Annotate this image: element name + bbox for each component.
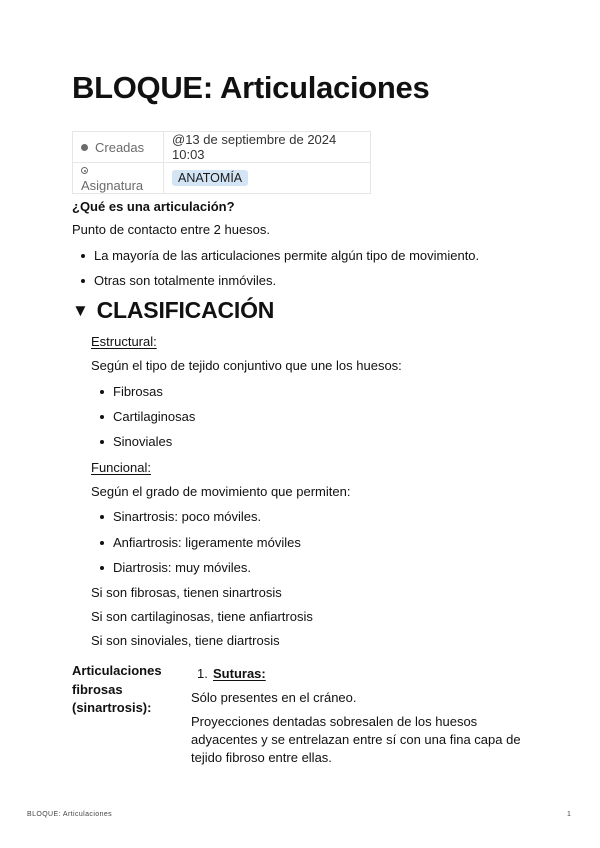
footer-doc-title: BLOQUE: Articulaciones: [27, 811, 113, 818]
fibrosas-label-line: Articulaciones: [72, 663, 162, 678]
estructural-text: Según el tipo de tejido conjuntivo que une los huesos:: [91, 358, 402, 373]
property-value-subject[interactable]: [164, 163, 371, 194]
list-item: Diartrosis: muy móviles.: [113, 560, 251, 575]
intro-answer: Punto de contacto entre 2 huesos.: [72, 222, 271, 237]
property-row-created: [73, 132, 371, 163]
property-key: Creadas: [73, 132, 164, 163]
note-line: Si son sinoviales, tiene diartrosis: [91, 633, 280, 648]
property-key: Asignatura: [73, 163, 164, 194]
suturas-paragraph-2: Proyecciones dentadas sobresalen de los huesos adyacentes y se entrelazan entre sí con una fina capa de tejido fibroso entre ellas.: [191, 714, 521, 765]
property-value-created[interactable]: @13 de septiembre de 2024 10:03: [164, 132, 371, 163]
fibrosas-label-line: (sinartrosis):: [72, 700, 152, 715]
list-item: Fibrosas: [113, 384, 163, 399]
funcional-label: Funcional:: [91, 460, 151, 475]
properties-table: [72, 131, 371, 194]
note-line: Si son fibrosas, tienen sinartrosis: [91, 585, 282, 600]
select-icon: [81, 167, 88, 174]
heading-text: CLASIFICACIÓN: [96, 297, 275, 323]
property-row-subject: [73, 163, 371, 194]
fibrosas-label-line: fibrosas: [72, 682, 123, 697]
list-item: La mayoría de las articulaciones permite algún tipo de movimiento.: [94, 248, 480, 263]
toggle-arrow-icon[interactable]: ▼: [72, 301, 89, 320]
list-number: 1.: [197, 666, 208, 681]
funcional-text: Según el grado de movimiento que permiten:: [91, 484, 351, 499]
page-title: BLOQUE: Articulaciones: [72, 70, 430, 105]
footer-page-number: 1: [567, 811, 572, 818]
intro-question: ¿Qué es una articulación?: [72, 199, 235, 214]
list-item: Sinoviales: [113, 434, 173, 449]
estructural-label: Estructural:: [91, 334, 157, 349]
clock-icon: [81, 144, 88, 151]
note-line: Si son cartilaginosas, tiene anfiartrosis: [91, 609, 313, 624]
list-item: Cartilaginosas: [113, 409, 196, 424]
suturas-title: Suturas:: [213, 666, 266, 681]
list-item: Anfiartrosis: ligeramente móviles: [113, 535, 301, 550]
section-heading-clasificacion: [72, 297, 274, 324]
subject-tag[interactable]: ANATOMÍA: [172, 170, 248, 186]
list-item: Sinartrosis: poco móviles.: [113, 509, 262, 524]
list-item: Otras son totalmente inmóviles.: [94, 273, 277, 288]
suturas-paragraph-1: Sólo presentes en el cráneo.: [191, 690, 357, 705]
